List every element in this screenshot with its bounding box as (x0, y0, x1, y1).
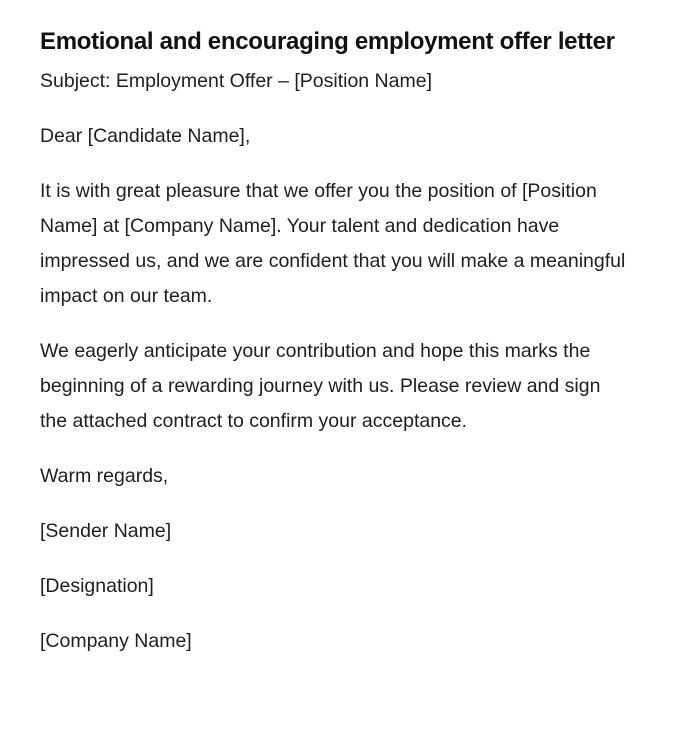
letter-body (40, 64, 660, 659)
body-paragraph-2: We eagerly anticipate your contribution and hope this marks the beginning of a rewarding journey with us. Please review and sign the attached contract to confirm your acceptance. (40, 340, 601, 432)
subject-line: Subject: Employment Offer – [Position Name] (40, 70, 432, 92)
sender-designation: [Designation] (40, 575, 154, 597)
document-title: Emotional and encouraging employment offer letter (40, 28, 615, 55)
sender-name: [Sender Name] (40, 520, 172, 542)
closing: Warm regards, (40, 465, 169, 487)
salutation: Dear [Candidate Name], (40, 125, 251, 147)
body-paragraph-1: It is with great pleasure that we offer you the position of [Position Name] at [Company Name]. Your talent and dedication have impressed us, and we are confident that you will make a meaningful impact on our team. (40, 180, 626, 307)
sender-company-name: [Company Name] (40, 630, 192, 652)
